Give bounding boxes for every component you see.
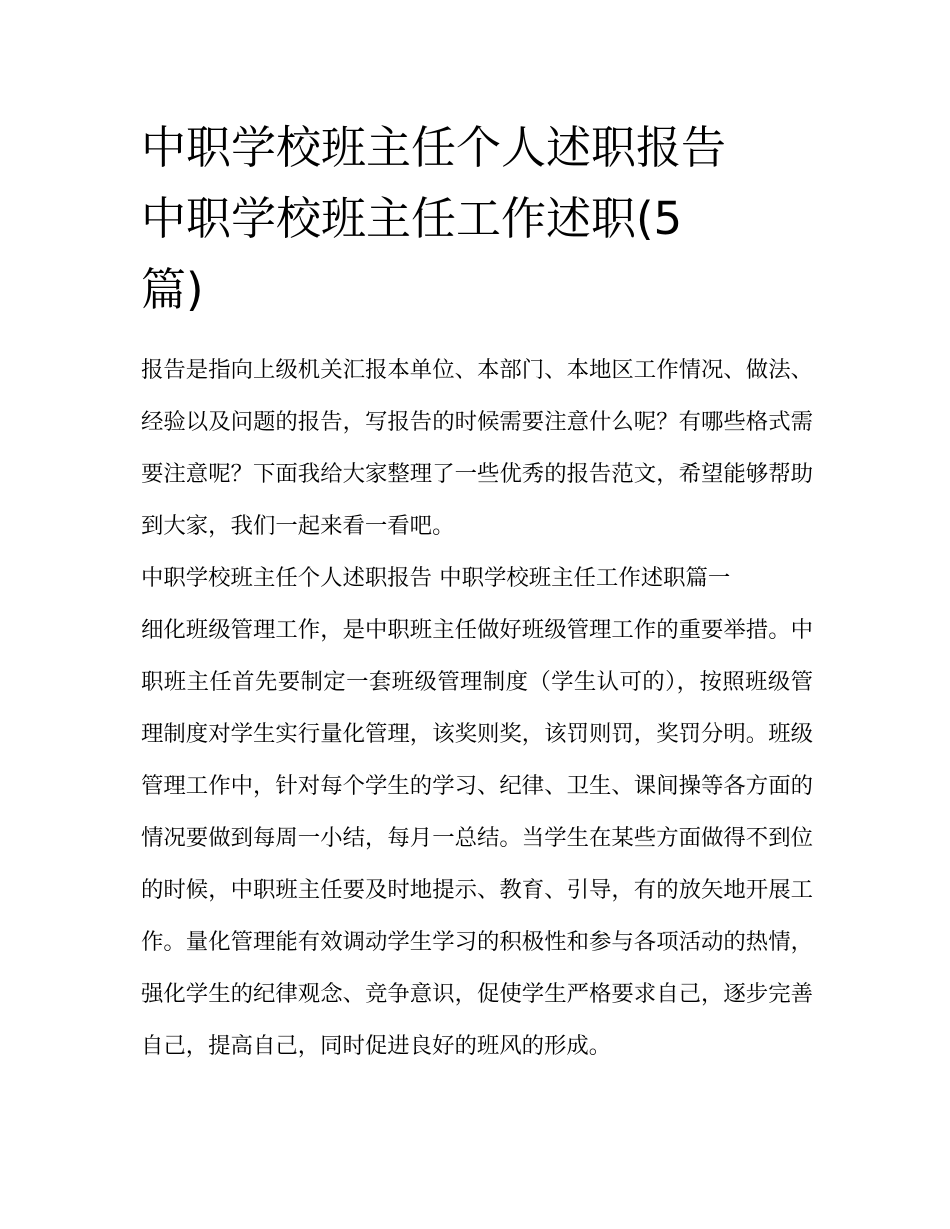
title-line-1: 中职学校班主任个人述职报告 — [141, 121, 727, 174]
title-line-2: 中职学校班主任工作述职(5 — [141, 192, 683, 245]
document-title — [141, 112, 813, 325]
section-heading: 中职学校班主任个人述职报告 中职学校班主任工作述职篇一 — [141, 565, 731, 591]
title-line-3: 篇) — [141, 263, 204, 316]
intro-paragraph: 报告是指向上级机关汇报本单位、本部门、本地区工作情况、做法、经验以及问题的报告，写报告的时候需要注意什么呢？有哪些格式需要注意呢？下面我给大家整理了一些优秀的报告范文，希望能够帮助到大家，我们一起来看一看吧。 — [141, 357, 813, 539]
body-paragraph: 细化班级管理工作，是中职班主任做好班级管理工作的重要举措。中职班主任首先要制定一套班级管理制度（学生认可的），按照班级管理制度对学生实行量化管理，该奖则奖，该罚则罚，奖罚分明。班级管理工作中，针对每个学生的学习、纪律、卫生、课间操等各方面的情况要做到每周一小结，每月一总结。当学生在某些方面做得不到位的时候，中职班主任要及时地提示、教育、引导，有的放矢地开展工作。量化管理能有效调动学生学习的积极性和参与各项活动的热情，强化学生的纪律观念、竞争意识，促使学生严格要求自己，逐步完善自己，提高自己，同时促进良好的班风的形成。 — [141, 617, 813, 1059]
document-page — [141, 112, 813, 1072]
